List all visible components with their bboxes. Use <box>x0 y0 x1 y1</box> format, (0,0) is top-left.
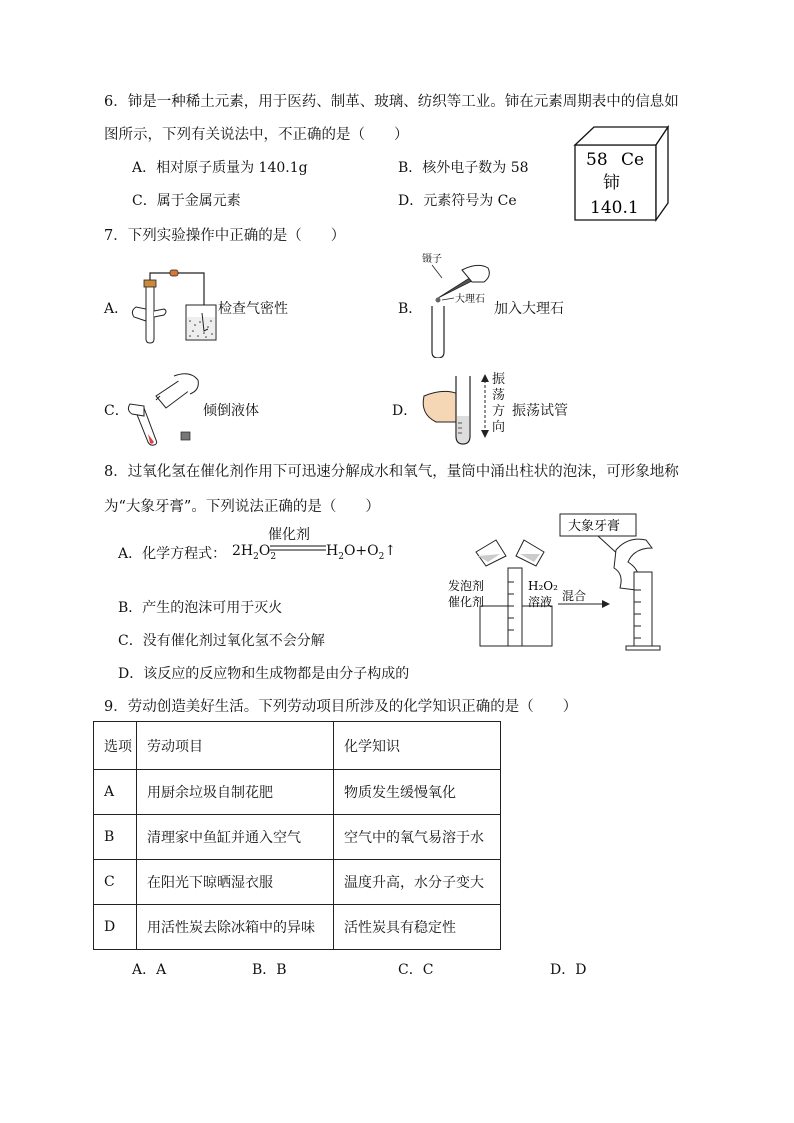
table-cell: 活性炭具有稳定性 <box>334 905 501 950</box>
solution-label: 溶液 <box>528 595 553 609</box>
table-header-cell: 劳动项目 <box>137 722 334 770</box>
elephant-toothpaste-figure <box>448 510 664 652</box>
table-row <box>94 905 501 950</box>
table-cell: 用厨余垃圾自制花肥 <box>137 770 334 815</box>
q8-equation: $2H_2O_2$ <box>232 543 277 562</box>
add-marble-illustration <box>418 248 498 358</box>
q7-option-c-label: 倾倒液体 <box>203 403 259 419</box>
table-cell: A <box>94 770 137 815</box>
q7-option-a-label: 检查气密性 <box>218 301 288 317</box>
q6-stem-line2: 图所示，下列有关说法中，不正确的是（ ） <box>104 127 409 143</box>
labor-knowledge-table <box>93 721 501 950</box>
element-mass: 140.1 <box>590 198 639 218</box>
q9-stem: 9．劳动创造美好生活。下列劳动项目所涉及的化学知识正确的是（ ） <box>104 699 578 715</box>
table-cell: 清理家中鱼缸并通入空气 <box>137 815 334 860</box>
table-header-cell: 化学知识 <box>334 722 501 770</box>
q7-option-d-label: 振荡试管 <box>512 403 568 419</box>
q7-option-d-letter[interactable]: D． <box>392 403 418 419</box>
shake-test-tube-illustration <box>418 368 478 446</box>
q8-stem-line1: 8．过氧化氢在催化剂作用下可迅速分解成水和氧气，量筒中涌出柱状的泡沫，可形象地称 <box>104 464 679 480</box>
foaming-agent-label: 发泡剂 <box>448 579 485 593</box>
q9-answer-b[interactable]: B．B <box>252 962 287 978</box>
q8-option-c[interactable]: C．没有催化剂过氧化氢不会分解 <box>118 633 325 649</box>
shake-direction-label <box>492 372 508 436</box>
q7-option-b-label: 加入大理石 <box>494 301 564 317</box>
shake-direction-arrow <box>478 374 492 438</box>
airtightness-check-illustration <box>124 265 224 345</box>
q7-stem: 7．下列实验操作中正确的是（ ） <box>104 228 346 244</box>
element-number: 58 <box>586 150 608 170</box>
catalyst-label: 催化剂 <box>448 595 485 609</box>
table-cell: C <box>94 860 137 905</box>
h2o2-label: H₂O₂ <box>528 579 558 593</box>
direction-char-2: 荡 <box>492 388 506 403</box>
q9-answer-d[interactable]: D．D <box>550 962 587 978</box>
q8-option-d[interactable]: D．该反应的反应物和生成物都是由分子构成的 <box>118 666 410 682</box>
q6-option-c[interactable]: C．属于金属元素 <box>132 193 241 209</box>
cerium-element-card <box>570 123 670 225</box>
table-cell: 物质发生缓慢氧化 <box>334 770 501 815</box>
element-name: 铈 <box>603 173 620 193</box>
q8-stem-line2: 为“大象牙膏”。下列说法正确的是（ ） <box>104 499 380 515</box>
q6-option-b[interactable]: B．核外电子数为 58 <box>398 160 529 176</box>
q6-option-d[interactable]: D．元素符号为 Ce <box>398 193 517 209</box>
q8-equation-products: $H_2O+O_2↑$ <box>326 543 397 562</box>
elephant-toothpaste-banner: 大象牙膏 <box>568 519 621 534</box>
table-cell: 空气中的氧气易溶于水 <box>334 815 501 860</box>
q8-option-b[interactable]: B．产生的泡沫可用于灭火 <box>118 600 283 616</box>
q7-option-b-letter[interactable]: B． <box>398 301 423 317</box>
q7-option-c-letter[interactable]: C． <box>104 403 129 419</box>
q6-stem-line1: 6．铈是一种稀土元素，用于医药、制革、玻璃、纺织等工业。铈在元素周期表中的信息如 <box>104 94 679 110</box>
q8-option-a-prefix: A．化学方程式： <box>118 546 227 562</box>
tweezers-label: 镊子 <box>422 254 442 265</box>
table-cell: 在阳光下晾晒湿衣服 <box>137 860 334 905</box>
q6-option-a[interactable]: A．相对原子质量为 140.1g <box>132 160 308 176</box>
marble-label: 大理石 <box>455 294 485 305</box>
direction-char-4: 向 <box>492 420 506 435</box>
table-row <box>94 815 501 860</box>
table-cell: 温度升高，水分子变大 <box>334 860 501 905</box>
table-header-cell: 选项 <box>94 722 137 770</box>
pour-liquid-illustration <box>124 368 204 446</box>
q8-equation-condition: 催化剂 <box>268 527 310 543</box>
direction-char-3: 方 <box>492 404 506 419</box>
q8-equation-equals <box>270 544 326 552</box>
table-cell: 用活性炭去除冰箱中的异味 <box>137 905 334 950</box>
mix-label: 混合 <box>562 589 587 603</box>
table-cell: D <box>94 905 137 950</box>
table-cell: B <box>94 815 137 860</box>
element-symbol: Ce <box>621 150 645 170</box>
q7-option-a-letter[interactable]: A． <box>104 301 129 317</box>
table-row <box>94 860 501 905</box>
table-row <box>94 770 501 815</box>
table-header-row <box>94 722 501 770</box>
direction-char-1: 振 <box>492 372 506 387</box>
q9-answer-a[interactable]: A．A <box>132 962 167 978</box>
q9-answer-c[interactable]: C．C <box>398 962 434 978</box>
q8-option-a[interactable] <box>118 543 226 563</box>
